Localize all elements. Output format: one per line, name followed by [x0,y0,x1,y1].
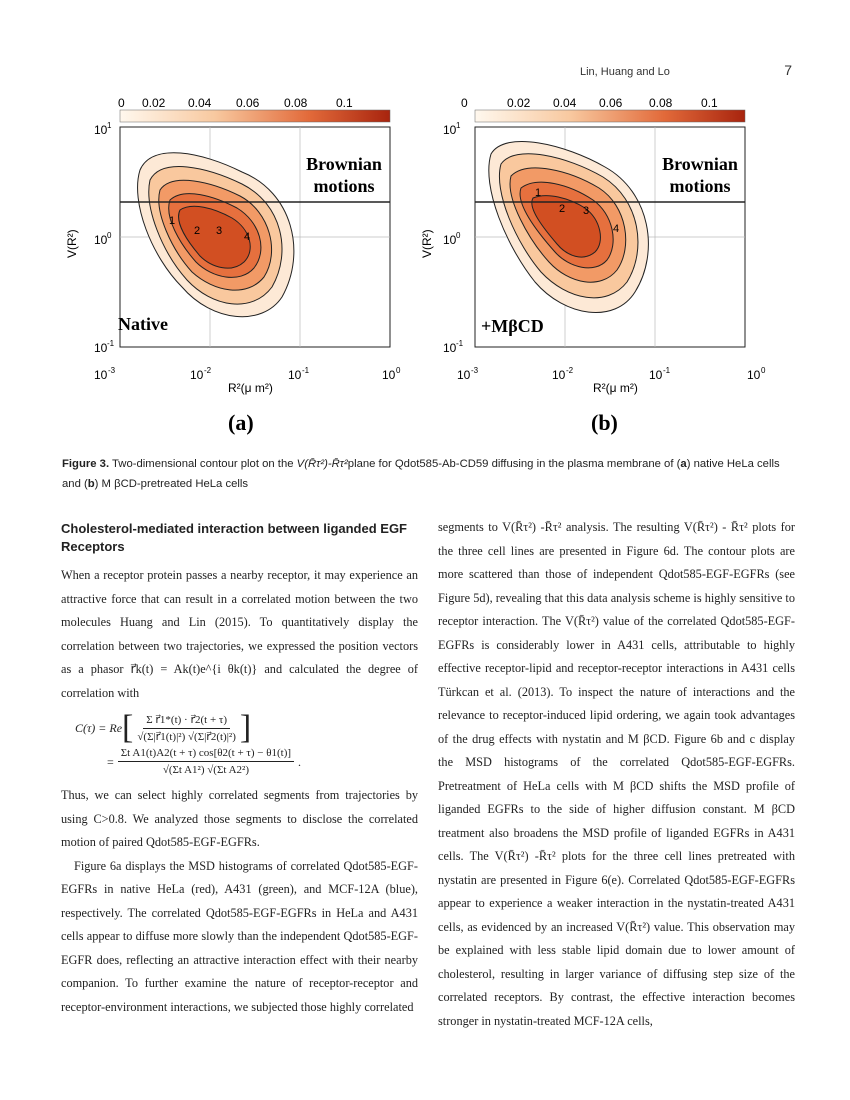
paragraph: When a receptor protein passes a nearby receptor, it may experience an attractive force that can result in a correlated motion between the two molecules Huang and Lin (2015). To quantitatively display the correlation between two trajectories, we expressed the position vectors as a phasor r⃗k(t) = Ak(t)e^{i θk(t)} and calculated the degree of correlation with [61,568,418,700]
equation-lhs: C(τ) = Re [75,721,123,735]
cbar-tick: 0 [118,96,125,110]
x-axis [94,366,401,395]
figure-caption: Figure 3. Two-dimensional contour plot on the V(R̄τ²)-R̄τ²plane for Qdot585-Ab-CD59 diffusing in the plasma membrane of (a) native HeLa cells and (b) M βCD-pretreated HeLa cells [62,458,780,490]
cbar-tick: 0.04 [188,96,212,110]
figure-panel-b [420,92,785,442]
cbar-tick: 0.06 [236,96,260,110]
peak-label: 2 [194,225,201,237]
y-axis [420,121,464,355]
peak-label: 3 [216,225,223,237]
peak-label: 4 [244,231,251,243]
plot-area [118,127,390,347]
svg-text:1: 1 [456,121,461,130]
svg-text:10: 10 [747,368,761,382]
caption-math: V(R̄τ²)-R̄τ² [296,458,348,470]
contour-plot-native [65,92,422,442]
colorbar [461,96,745,122]
cbar-tick: 0.06 [599,96,623,110]
peak-label: 1 [169,215,176,227]
plot-area [475,127,745,347]
svg-text:-2: -2 [566,366,574,375]
svg-text:10: 10 [457,368,471,382]
cbar-tick: 0.08 [649,96,673,110]
cbar-tick: 0.1 [701,96,718,110]
svg-text:10: 10 [94,368,108,382]
left-column [61,516,418,1019]
eq1-numerator: Σ r⃗1*(t) · r⃗2(t + τ) [143,712,230,729]
svg-text:10: 10 [443,341,457,355]
condition-label: +MβCD [481,316,544,336]
panel-label-b: (b) [591,410,618,435]
svg-text:0: 0 [761,366,766,375]
eq2-denominator: √(Σt A1²) √(Σt A2²) [162,764,249,776]
eq2-numerator: Σt A1(t)A2(t + τ) cos[θ2(t + τ) − θ1(t)] [118,745,294,762]
page-number: 7 [784,62,792,78]
svg-text:-1: -1 [456,339,464,348]
peak-label: 1 [535,187,542,199]
svg-text:0: 0 [396,366,401,375]
svg-text:0: 0 [107,231,112,240]
svg-text:-1: -1 [663,366,671,375]
region-label: motions [313,176,375,196]
svg-text:10: 10 [190,368,204,382]
svg-text:10: 10 [94,233,108,247]
svg-text:10: 10 [288,368,302,382]
x-axis [457,366,766,395]
svg-text:-2: -2 [204,366,212,375]
svg-text:10: 10 [552,368,566,382]
panel-label-a: (a) [228,410,254,435]
svg-text:-1: -1 [302,366,310,375]
svg-text:-1: -1 [107,339,115,348]
svg-text:10: 10 [443,233,457,247]
cbar-tick: 0.02 [507,96,531,110]
paragraph: Figure 6a displays the MSD histograms of correlated Qdot585-EGF-EGFRs in native HeLa (red), A431 (green), and MCF-12A (blue), respectively. The correlated Qdot585-EGF-EGFRs in HeLa and A431 cells appear to diffuse more slowly than the independent Qdot585-EGF-EGFR does, reflecting an attractive interaction effect with their nearby companion. To further examine the nature of receptor-receptor and receptor-environment interactions, we subjected those highly correlated [61,858,418,1014]
svg-text:1: 1 [107,121,112,130]
svg-text:-3: -3 [108,366,116,375]
running-header [580,62,792,78]
region-label: motions [669,176,731,196]
y-axis-label: V(R²) [65,229,79,258]
paragraph: Thus, we can select highly correlated segments from trajectories by using C>0.8. We analyzed those segments to disclose the correlated motion of paired Qdot585-EGF-EGFRs. [61,788,418,849]
figure-panel-a [65,92,422,442]
peak-label: 3 [583,205,590,217]
region-label: Brownian [306,154,382,174]
svg-text:10: 10 [382,368,396,382]
cbar-tick: 0.02 [142,96,166,110]
svg-text:0: 0 [456,231,461,240]
caption-label: Figure 3. [62,458,110,470]
cbar-tick: 0 [461,96,468,110]
svg-text:10: 10 [443,123,457,137]
y-axis [65,121,115,355]
x-axis-label: R²(μ m²) [228,381,273,395]
condition-label: Native [118,314,168,334]
region-label: Brownian [662,154,738,174]
cbar-tick: 0.1 [336,96,353,110]
colorbar [118,96,390,122]
y-axis-label: V(R²) [420,229,434,258]
paragraph: segments to V(R̄τ²) -R̄τ² analysis. The resulting V(R̄τ²) - R̄τ² plots for the three cell lines are presented in Figure 6d. The contour plots are more scattered than those of independent Qdot585-EGF-EGFRs (see Figure 5d), revealing that this data analysis scheme is highly sensitive to receptor interaction. The V(R̄τ²) value of the correlated Qdot585-EGF-EGFRs is considerably lower in A431 cells, attributable to highly effective receptor-lipid and receptor-receptor interactions in A431 cells Türkcan et al. (2013). To inspect the nature of interactions and the relevance to receptor-induced lipid ordering, we again took advantages of the drug effects with nystatin and M βCD. Figure 6b and c display the MSD histograms of the correlated Qdot585-EGF-EGFRs. Pretreatment of HeLa cells with M βCD shifts the MSD profile of liganded EGFRs to the side of higher diffusion constant. M βCD treatment also broadens the MSD profile of liganded EGFRs in A431 cells. The V(R̄τ²) -R̄τ² plots for the three cell lines pretreated with nystatin are presented in Figure 6(e). Correlated Qdot585-EGF-EGFRs appear to experience a weaker interaction in the nystatin-treated A431 cells, as evidenced by an increased V(R̄τ²) value. This observation may be explained with less stable lipid domain due to lower amount of cholesterol, resulting in larger variance of diffusing step size of the correlated receptors. By contrast, the effective interaction becomes stronger in nystatin-treated MCF-12A cells, [438,520,795,1028]
svg-text:10: 10 [94,123,108,137]
x-axis-label: R²(μ m²) [593,381,638,395]
peak-label: 4 [613,223,620,235]
peak-label: 2 [559,203,566,215]
svg-text:10: 10 [94,341,108,355]
cbar-tick: 0.08 [284,96,308,110]
cbar-tick: 0.04 [553,96,577,110]
svg-text:10: 10 [649,368,663,382]
header-authors: Lin, Huang and Lo [580,66,670,78]
svg-text:-3: -3 [471,366,479,375]
equation-block: C(τ) = Re [ $\frac{\text{Σ r⃗1*(t) · r⃗2(t + τ)}}{\text{√(Σ|r⃗1(t)|²) √(Σ|r⃗2(t)|²)}}$ ] = $\frac{\text{Σt A1(t)A2(t + τ) cos[θ2(t + τ) − θ1(t)]}}{\text{√(Σt A1²) √(Σt A2²)}}$ . [75,709,302,776]
section-heading: Cholesterol-mediated interaction between liganded EGF Receptors [61,521,407,554]
right-column [438,516,795,1033]
contour-plot-mbcd [420,92,785,442]
eq1-denominator: √(Σ|r⃗1(t)|²) √(Σ|r⃗2(t)|²) [137,730,236,743]
